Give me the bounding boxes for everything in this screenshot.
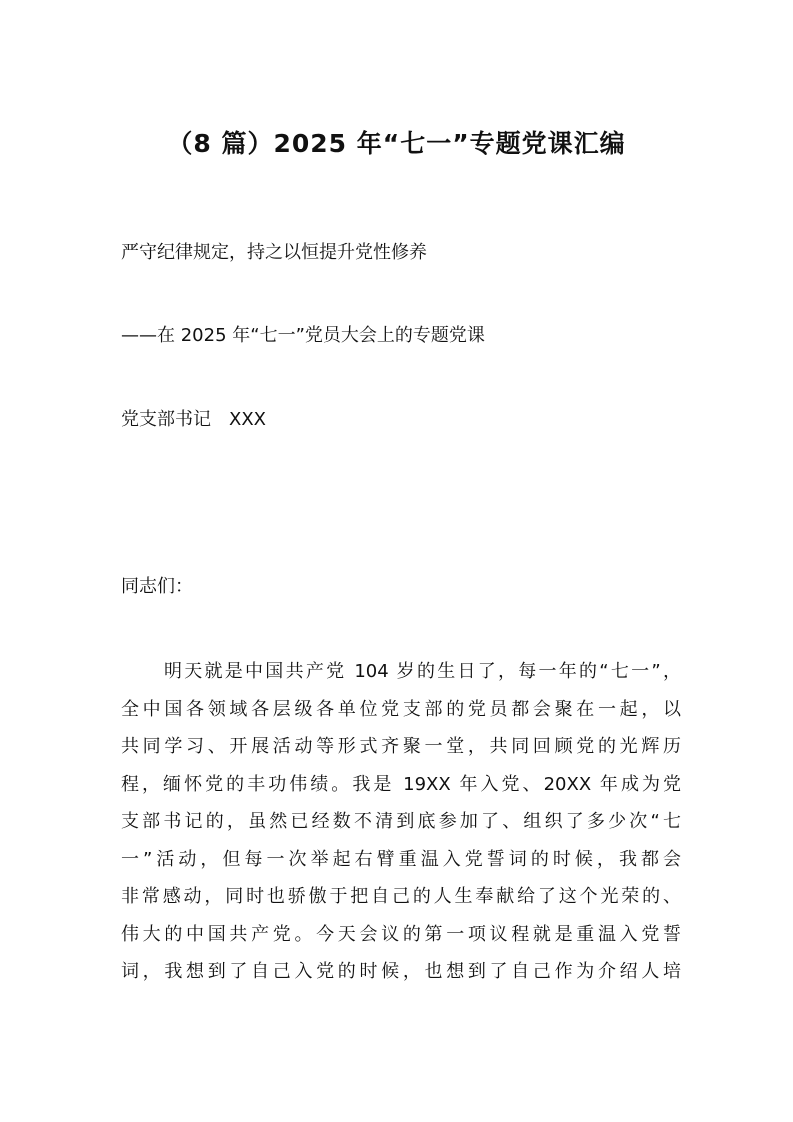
body-paragraph bbox=[121, 653, 681, 991]
paragraph-line: 支部书记的，虽然已经数不清到底参加了、组织了多少次“七 bbox=[121, 811, 681, 832]
lecture-heading: 严守纪律规定，持之以恒提升党性修养 bbox=[121, 242, 427, 263]
paragraph-line: 程，缅怀党的丰功伟绩。我是 19XX 年入党、20XX 年成为党 bbox=[121, 773, 681, 795]
paragraph-line: 共同学习、开展活动等形式齐聚一堂，共同回顾党的光辉历 bbox=[121, 736, 681, 757]
paragraph-line: 非常感动，同时也骄傲于把自己的人生奉献给了这个光荣的、 bbox=[121, 886, 681, 907]
paragraph-line: 一”活动，但每一次举起右臂重温入党誓词的时候，我都会 bbox=[121, 848, 681, 870]
document-title: （8 篇）2025 年“七一”专题党课汇编 bbox=[167, 129, 626, 158]
paragraph-line: 伟大的中国共产党。今天会议的第一项议程就是重温入党誓 bbox=[121, 923, 681, 945]
lecture-subheading: ——在 2025 年“七一”党员大会上的专题党课 bbox=[121, 325, 485, 346]
paragraph-line: 词，我想到了自己入党的时候，也想到了自己作为介绍人培 bbox=[121, 961, 681, 982]
author-line: 党支部书记 XXX bbox=[121, 409, 266, 430]
paragraph-line: 明天就是中国共产党 104 岁的生日了，每一年的“七一”， bbox=[164, 661, 681, 682]
paragraph-line: 全中国各领域各层级各单位党支部的党员都会聚在一起，以 bbox=[121, 698, 681, 720]
salutation: 同志们： bbox=[121, 576, 193, 597]
